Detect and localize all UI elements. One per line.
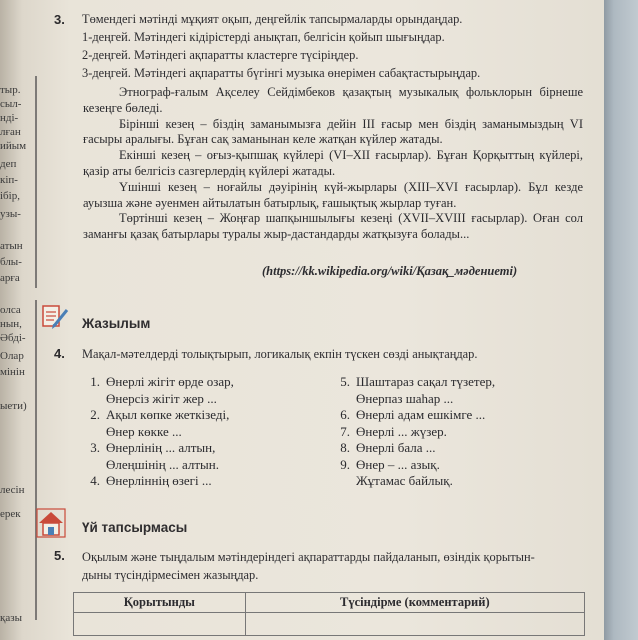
margin-fragment: Әбді-: [0, 332, 26, 344]
reading-passage: [83, 85, 583, 243]
margin-fragment: блы-: [0, 256, 22, 268]
item-number: 6.: [340, 407, 350, 422]
item-number: 8.: [340, 440, 350, 455]
list-item: [80, 407, 234, 424]
item-number: [80, 457, 100, 474]
proverbs-left-column: [80, 374, 234, 490]
table-header-commentary: Түсіндірме (комментарий): [245, 593, 584, 613]
task5-line: дыны түсіндірмесімен жазыңдар.: [82, 568, 259, 582]
proverb-text: Өлеңшінің ... алтын.: [106, 456, 219, 472]
margin-fragment: Олар: [0, 350, 24, 362]
passage-paragraph: Екінші кезең – оғыз-қыпшақ күйлері (VI–XII ғасырлар). Бұған Қорқыттың күйлері, қазір аты белгісіз сазгерлердің күйлері жатады.: [83, 148, 583, 178]
task3-instructions: [82, 10, 480, 82]
passage-paragraph: Үшінші кезең – ноғайлы дәуірінің күй-жырлары (XIII–XVI ғасырлар). Бұл кезде ауызша және әуенмен айтылатын батырлық, ғашықтық жырлар туған.: [83, 179, 583, 210]
item-number: 9.: [340, 456, 350, 472]
item-number: 2.: [90, 407, 100, 422]
list-item: [80, 473, 234, 490]
task4-instructions: Мақал-мәтелдерді толықтырып, логикалық екпін түскен сөзді анықтаңдар.: [82, 347, 478, 361]
table-cell[interactable]: [74, 613, 246, 636]
margin-fragment: қазы: [0, 612, 22, 624]
list-item: [330, 473, 495, 490]
margin-fragment: ібір,: [0, 190, 20, 202]
task-number: 3.: [54, 12, 65, 27]
task5-instructions: [82, 548, 535, 584]
proverb-text: Өнерлі бала ...: [356, 440, 436, 455]
item-number: [80, 391, 100, 408]
proverb-text: Өнерліннің өзегі ...: [106, 473, 212, 488]
margin-fragment: нын,: [0, 318, 22, 330]
proverb-text: Өнер – ... азық.: [356, 456, 440, 472]
margin-fragment: ыети): [0, 400, 27, 412]
list-item: [330, 440, 495, 457]
list-item: [330, 407, 495, 424]
item-number: 5.: [340, 374, 350, 389]
house-icon: [36, 508, 66, 538]
proverb-text: Өнерсіз жігіт жер ...: [106, 390, 217, 406]
item-number: 4.: [90, 473, 100, 488]
book-spine: [604, 0, 638, 640]
margin-fragment: лесін: [0, 484, 25, 496]
passage-paragraph: Төртінші кезең – Жоңғар шапқыншылығы кезеңі (XVII–XVIII ғасырлар). Оған сол заманғы қазақ батырлары туралы жыр-дастандарды жатқызуға болады...: [83, 211, 583, 242]
proverb-text: Шаштараз сақал түзетер,: [356, 374, 496, 389]
proverb-text: Өнерлі жігіт өрде озар,: [106, 374, 234, 389]
list-item: [330, 391, 495, 408]
proverb-text: Өнерлі адам ешкімге ...: [356, 407, 486, 422]
proverb-text: Өнерлінің ... алтын,: [106, 440, 216, 455]
table-header-row: [74, 593, 585, 613]
list-item: [80, 440, 234, 457]
item-number: [330, 473, 350, 490]
item-number: 7.: [340, 423, 350, 439]
list-item: [330, 457, 495, 474]
item-number: 1.: [90, 374, 100, 389]
source-citation: (https://kk.wikipedia.org/wiki/Қазақ_мәдениеті): [262, 264, 518, 278]
item-number: 3.: [90, 440, 100, 455]
list-item: [80, 457, 234, 474]
answer-table: [73, 592, 585, 636]
list-item: [330, 374, 495, 391]
divider-line: [35, 300, 37, 620]
margin-fragment: атын: [0, 240, 23, 252]
margin-fragment: ийым: [0, 140, 27, 152]
list-item: [80, 391, 234, 408]
list-item: [80, 424, 234, 441]
margin-fragment: сыл-: [0, 98, 22, 110]
task3-line: 2-деңгей. Мәтіндегі ақпаратты кластерге түсіріңдер.: [82, 48, 359, 62]
proverb-text: Өнерлі ... жүзер.: [356, 423, 447, 439]
section-title-writing: Жазылым: [82, 316, 151, 331]
margin-fragment: арға: [0, 272, 20, 284]
margin-fragment: деп: [0, 158, 17, 170]
task-number: 4.: [54, 346, 65, 361]
margin-fragment: ерек: [0, 508, 21, 520]
margin-fragment: олса: [0, 304, 21, 316]
pencil-notebook-icon: [40, 304, 70, 330]
table-cell[interactable]: [245, 613, 584, 636]
section-title-homework: Үй тапсырмасы: [82, 520, 188, 535]
task3-line: 1-деңгей. Мәтіндегі кідірістерді анықтап, белгісін қойып шығыңдар.: [82, 30, 445, 44]
proverb-text: Ақыл көпке жеткізеді,: [106, 407, 230, 422]
task5-line: Оқылым және тыңдалым мәтіндеріндегі ақпараттарды пайдаланып, өзіндік қорытын-: [82, 550, 535, 564]
task3-line: 3-деңгей. Мәтіндегі ақпаратты бүгінгі музыка өнерімен сабақтастырыңдар.: [82, 66, 481, 80]
margin-fragment: кіп-: [0, 174, 18, 186]
margin-fragment: мінін: [0, 366, 25, 378]
passage-paragraph: Этнограф-ғалым Ақселеу Сейдімбеков қазақтың музыкалық фольклорын бірнеше кезеңге бөледі.: [83, 85, 583, 115]
proverbs-right-column: [330, 374, 495, 490]
divider-line: [35, 76, 37, 288]
passage-paragraph: Бірінші кезең – біздің заманымызға дейін III ғасыр мен біздің заманымыздың VI ғасыры аралығы. Бұған сақ заманынан келе жатқан күйлер жатады.: [83, 116, 583, 147]
item-number: [330, 391, 350, 408]
list-item: [330, 424, 495, 441]
proverb-text: Өнер көкке ...: [106, 423, 182, 439]
item-number: [80, 424, 100, 441]
proverb-text: Өнерпаз шаһар ...: [356, 390, 454, 406]
margin-fragment: узы-: [0, 208, 21, 220]
margin-fragment: лған: [0, 126, 21, 138]
table-header-conclusion: Қорытынды: [74, 593, 246, 613]
margin-fragment: тыр.: [0, 84, 21, 96]
table-row: [74, 613, 585, 636]
proverb-text: Жұтамас байлық.: [356, 473, 453, 488]
list-item: [80, 374, 234, 391]
margin-fragment: нді-: [0, 112, 19, 124]
task-number: 5.: [54, 548, 65, 563]
task3-line: Төмендегі мәтінді мұқият оқып, деңгейлік тапсырмаларды орындаңдар.: [82, 12, 463, 26]
